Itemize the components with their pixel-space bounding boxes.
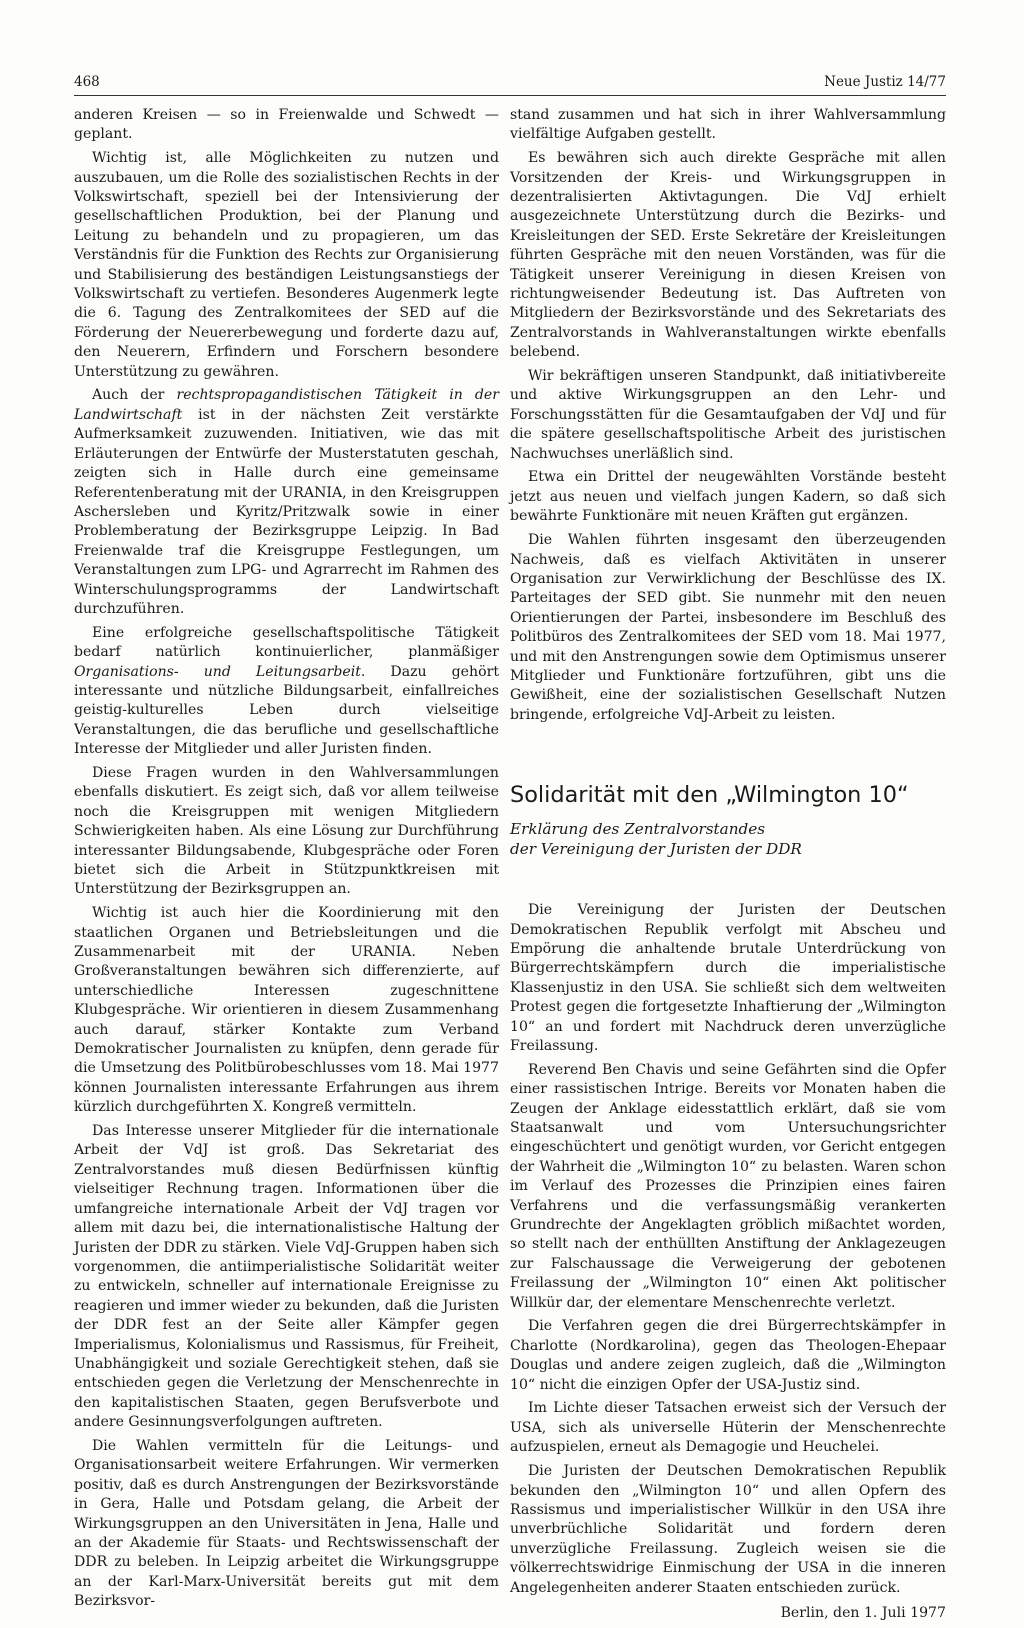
- paragraph: anderen Kreisen — so in Freienwalde und Schwedt — geplant.: [74, 107, 499, 143]
- paragraph: Wichtig ist auch hier die Koordinierung mit den staatlichen Organen und Betriebsleitungen und die Zusammenarbeit mit der URANIA. Neben Großveranstaltungen bewähren sich differenzierte, auf unterschiedliche Interessen zugeschnittene Klubgespräche. Wir orientieren in diesem Zusammenhang auch darauf, stärker Kontakte zum Verband Demokratischer Journalisten zu knüpfen, denn gerade für die Umsetzung des Politbürobeschlusses vom 18. Mai 1977 können Journalisten interessante Erfahrungen aus ihrem kürzlich durchgeführten X. Kongreß vermitteln.: [74, 905, 499, 1116]
- paragraph: Wir bekräftigen unseren Standpunkt, daß initiativbereite und aktive Wirkungsgruppen an den Lehr- und Forschungsstätten für die Gesamtaufgaben der VdJ und für die spätere gesellschaftspolitische Arbeit des juristischen Nachwuchses unerläßlich sind.: [510, 368, 946, 462]
- article-paragraph: Die Vereinigung der Juristen der Deutschen Demokratischen Republik verfolgt mit Abscheu und Empörung die anhaltende brutale Unterdrückung von Bürgerrechtskämpfern durch die imperialistische Klassenjustiz in den USA. Sie schließt sich dem weltweiten Protest gegen die fortgesetzte Inhaftierung der „Wilmington 10“ an und fordert mit Nachdruck deren unverzügliche Freilassung.: [510, 902, 946, 1054]
- paragraph: Diese Fragen wurden in den Wahlversammlungen ebenfalls diskutiert. Es zeigt sich, daß vor allem teilweise noch die Kreisgruppen mit wenigen Mitgliedern Schwierigkeiten haben. Als eine Lösung zur Durchführung interessanter Bildungsabende, Klubgespräche oder Foren bietet sich die Arbeit in Stützpunktkreisen mit Unterstützung der Bezirksgruppen an.: [74, 764, 499, 898]
- article-paragraph: Die Verfahren gegen die drei Bürgerrechtskämpfer in Charlotte (Nordkarolina), gegen das Theologen-Ehepaar Douglas und andere zeigen zugleich, daß die „Wilmington 10“ nicht die einzigen Opfer der USA-Justiz sind.: [510, 1318, 946, 1393]
- paragraph-lead: Auch der: [92, 387, 177, 404]
- article-headline: Solidarität mit den „Wilmington 10“: [510, 782, 909, 809]
- header-rule: [74, 95, 946, 96]
- article-paragraph: Reverend Ben Chavis und seine Gefährten sind die Opfer einer rassistischen Intrige. Bereits vor Monaten haben die Zeugen der Anklage eidesstattlich erklärt, daß sie vom Staatsanwalt und vom Untersuchungsrichter eingeschüchtert und genötigt wurden, vor Gericht entgegen der Wahrheit die „Wilmington 10“ zu belasten. Waren schon im Verlauf des Prozesses die Prinzipien eines fairen Verfahrens und die verfassungsmäßig verankerten Grundrechte der Angeklagten gröblich mißachtet worden, so stellt nach der enthüllten Anstiftung der Anklagezeugen zur Falschaussage die Verweigerung der gebotenen Freilassung der „Wilmington 10“ einen Akt politischer Willkür dar, der elementare Menschenrechte verletzt.: [510, 1061, 946, 1311]
- subtitle-line: Erklärung des Zentralvorstandes: [510, 820, 765, 839]
- paragraph: stand zusammen und hat sich in ihrer Wahlversammlung vielfältige Aufgaben gestellt.: [510, 107, 946, 143]
- emphasis-text: rechtspropagandistischen Tätigkeit in der Landwirtschaft: [74, 387, 499, 423]
- page-number: 468: [74, 74, 100, 90]
- article-paragraph: Die Juristen der Deutschen Demokratischen Republik bekunden den „Wilmington 10“ und allen Opfern des Rassismus und imperialistischer Willkür in den USA ihre unverbrüchliche Solidarität und fordern deren unverzügliche Freilassung. Zugleich weisen sie die völkerrechtswidrige Einmischung der USA in die inneren Angelegenheiten anderer Staaten entschieden zurück.: [510, 1463, 946, 1596]
- journal-title: Neue Justiz 14/77: [824, 74, 946, 90]
- article-subtitle: [510, 819, 946, 859]
- paragraph: Das Interesse unserer Mitglieder für die internationale Arbeit der VdJ ist groß. Das Sekretariat des Zentralvorstandes muß diesen Bedürfnissen künftig vielseitiger Rechnung tragen. Informationen über die umfangreiche internationale Arbeit der VdJ tragen vor allem mit dazu bei, die internationalistische Haltung der Juristen der DDR zu stärken. Viele VdJ-Gruppen haben sich vorgenommen, die antiimperialistische Solidarität weiter zu entwickeln, schneller auf internationale Ereignisse zu reagieren und immer wieder zu bekunden, daß die Juristen der DDR fest an der Seite aller Kämpfer gegen Imperialismus, Kolonialismus und Rassismus, für Freiheit, Unabhängigkeit und soziale Gerechtigkeit stehen, daß sie entschieden gegen die Verletzung der Menschenrechte in den kapitalistischen Staaten, gegen Berufsverbote und andere Gesinnungsverfolgungen auftreten.: [74, 1123, 499, 1431]
- subtitle-line: der Vereinigung der Juristen der DDR: [510, 840, 802, 859]
- paragraph: Etwa ein Drittel der neugewählten Vorstände besteht jetzt aus neuen und vielfach jungen Kadern, so daß sich bewährte Funktionäre mit neuen Kräften gut ergänzen.: [510, 469, 946, 525]
- paragraph: [74, 386, 499, 619]
- paragraph: Wichtig ist, alle Möglichkeiten zu nutzen und auszubauen, um die Rolle des sozialistischen Rechts in der Volkswirtschaft, speziell bei der Intensivierung der gesellschaftlichen Produktion, bei der Planung und Leitung zu behandeln und zu propagieren, um das Verständnis für die Funktion des Rechts zur Organisierung und Stabilisierung des beständigen Leistungsanstiegs der Volkswirtschaft zu vertiefen. Besonderes Augenmerk legte die 6. Tagung des Zentralkomitees der SED auf die Förderung der Neuererbewegung und forderte dazu auf, den Neuerern, Erfindern und Forschern besondere Unterstützung zu gewähren.: [74, 150, 499, 380]
- paragraph-body: . Dazu gehört interessante und nützliche Bildungsarbeit, einfallreiches geistig-kulturelles Leben durch vielseitige Veranstaltungen, die das berufliche und gesellschaftliche Interesse der Mitglieder und aller Juristen finden.: [74, 663, 499, 758]
- paragraph: Die Wahlen vermitteln für die Leitungs- und Organisationsarbeit weitere Erfahrungen. Wir vermerken positiv, daß es durch Anstrengungen der Bezirksvorstände in Gera, Halle und Potsdam gelang, die Arbeit der Wirkungsgruppen an den Universitäten in Jena, Halle und an der Akademie für Staats- und Rechtswissenschaft der DDR zu beleben. In Leipzig arbeitet die Wirkungsgruppe an der Karl-Marx-Universität bereits gut mit dem Bezirksvor-: [74, 1437, 499, 1610]
- signature-line: Berlin, den 1. Juli 1977: [780, 1604, 946, 1621]
- article-paragraph: Im Lichte dieser Tatsachen erweist sich der Versuch der USA, sich als universelle Hüterin der Menschenrechte aufzuspielen, erneut als Demagogie und Heuchelei.: [510, 1400, 946, 1456]
- emphasis-text: Organisations- und Leitungsarbeit: [74, 663, 361, 680]
- paragraph: Es bewähren sich auch direkte Gespräche mit allen Vorsitzenden der Kreis- und Wirkungsgruppen in dezentralisierten Aktivtagungen. Die VdJ erhielt ausgezeichnete Unterstützung durch die Bezirks- und Kreisleitungen der SED. Erste Sekretäre der Kreisleitungen führten Gespräche mit den neuen Vorständen, was für die Tätigkeit unserer Vereinigung in diesen Kreisen von richtungweisender Bedeutung ist. Das Auftreten von Mitgliedern der Bezirksvorstände und des Sekretariats des Zentralvorstands in Wahlveranstaltungen wirkte ebenfalls belebend.: [510, 150, 946, 361]
- right-column: [510, 106, 946, 1628]
- paragraph-body: ist in der nächsten Zeit verstärkte Aufmerksamkeit zuzuwenden. Initiativen, wie das mit Erläuterungen der Entwürfe der Musterstatuten geschah, zeigten sich in Halle durch eine gemeinsame Referentenberatung mit der URANIA, in den Kreisgruppen Aschersleben und Kyritz/Pritzwalk sowie in einer Problemberatung der Bezirksgruppe Leipzig. In Bad Freienwalde traf die Kreisgruppe Festlegungen, um Veranstaltungen zum LPG- und Agrarrecht im Rahmen des Winterschulungsprogramms der Landwirtschaft durchzuführen.: [74, 406, 499, 617]
- left-column: [74, 106, 499, 1616]
- paragraph: Die Wahlen führten insgesamt den überzeugenden Nachweis, daß es vielfach Aktivitäten in unserer Organisation zur Verwirklichung der Beschlüsse des IX. Parteitages der SED gibt. Sie nunmehr mit den neuen Orientierungen der Partei, insbesondere im Beschluß des Politbüros des Zentralkomitees der SED vom 18. Mai 1977, und mit den Anstrengungen sowie dem Optimismus unserer Mitglieder und Funktionäre fortzuführen, gibt uns die Gewißheit, eine der sozialistischen Gesellschaft Nutzen bringende, erfolgreiche VdJ-Arbeit zu leisten.: [510, 532, 946, 723]
- paragraph: [74, 624, 499, 760]
- paragraph-lead: Eine erfolgreiche gesellschaftspolitische Tätigkeit bedarf natürlich kontinuierlicher, planmäßiger: [74, 624, 499, 661]
